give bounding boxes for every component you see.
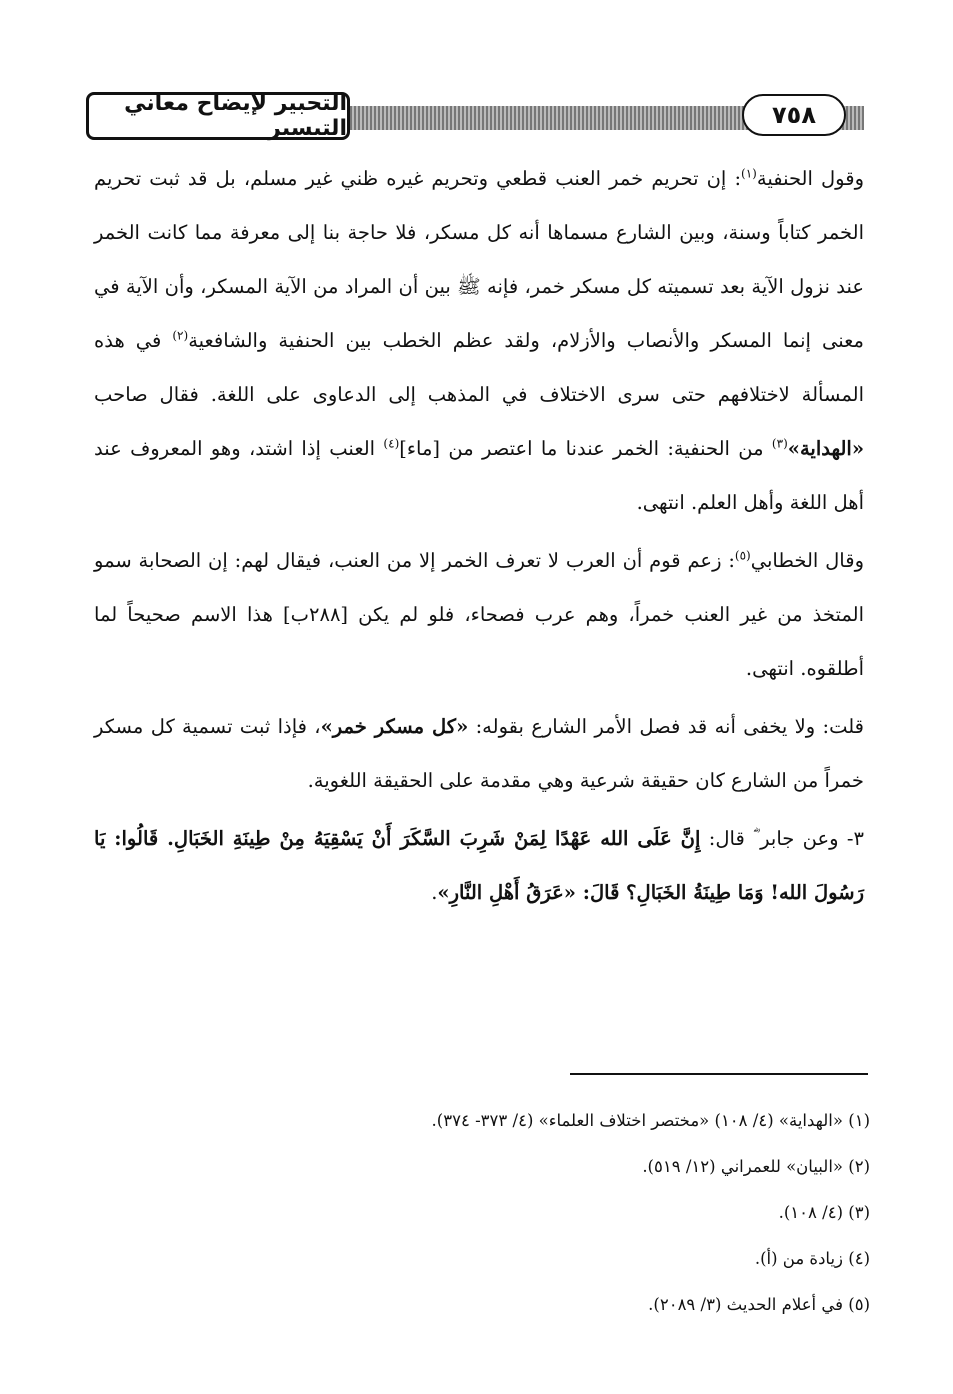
page-header (86, 92, 864, 148)
footnote-3: (٣) (٤/ ١٠٨). (778, 1203, 870, 1222)
footnote-4: (٤) زيادة من (أ). (754, 1249, 870, 1268)
paragraph-khattabi: وقال الخطابي$^{(٥)}$: زعم قوم أن العرب لا تعرف الخمر إلا من العنب، فيقال لهم: إن الصحابة سمو المتخذ من غير العنب خمراً، وهم عرب فصحاء، فلو لم يكن [٢٨٨ب] هذا الاسم صحيحاً لما أطلقوه. انتهى. (94, 548, 864, 680)
footnote-ref-3: (٣) (771, 436, 788, 451)
main-text (94, 152, 864, 920)
paragraph-hadith-jabir: ٣- وعن جابر ؓ قال: إِنَّ عَلَى الله عَهْدًا لِمَنْ شَرِبَ السَّكَرَ أَنْ يَسْقِيَهُ مِنْ طِينَةِ الخَبَالِ. قَالُوا: يَا رَسُولَ الله! وَمَا طِينَةُ الخَبَالِ؟ قَالَ: «عَرَقُ أَهْلِ النَّارِ». (94, 827, 864, 904)
footnote-1: (١) «الهداية» (٤/ ١٠٨) «مختصر اختلاف العلماء» (٤/ ٣٧٣- ٣٧٤). (431, 1111, 870, 1130)
footnote-2: (٢) «البيان» للعمراني (١٢/ ٥١٩). (642, 1157, 870, 1176)
page-number: ٧٥٨ (742, 94, 846, 136)
paragraph-qultu: قلت: ولا يخفى أنه قد فصل الأمر الشارع بقوله: «كل مسكر خمر»، فإذا ثبت تسمية كل مسكر خمراً من الشارع كان حقيقة شرعية وهي مقدمة على الحقيقة اللغوية. (94, 715, 864, 792)
footnote-ref-4: (٤) (383, 436, 400, 451)
paragraph-hanafi: وقول الحنفية$^{(١)}$: إن تحريم خمر العنب قطعي وتحريم غيره ظني غير مسلم، بل قد ثبت تحريم الخمر كتاباً وسنة، وبين الشارع مسماها أنه كل مسكر، فلا حاجة بنا إلى معرفة مما كانت الخمر عند نزول الآية بعد تسميته كل مسكر خمر، فإنه ﷺ بين أن المراد من الآية المسكر، وأن الآية في معنى إنما المسكر والأنصاب والأزلام، ولقد عظم الخطب بين الحنفية والشافعية$^{(٢)}$ في هذه المسألة لاختلافهم حتى سرى الاختلاف في المذهب إلى الدعاوى على اللغة. فقال صاحب «الهداية»$^{(٣)}$ من الحنفية: الخمر عندنا ما اعتصر من [ماء]$^{(٤)}$ العنب إذا اشتد، وهو المعروف عند أهل اللغة وأهل العلم. انتهى. (94, 166, 865, 514)
footnote-ref-2: (٢) (172, 328, 189, 343)
footnote-ref-5: (٥) (734, 548, 751, 563)
footnote-5: (٥) في أعلام الحديث (٣/ ٢٠٨٩). (648, 1295, 870, 1314)
book-name-hidaya: «الهداية» (787, 437, 865, 460)
footnote-divider (570, 1073, 868, 1075)
hadith-quote: «كل مسكر خمر» (320, 715, 469, 738)
book-title: التحبير لإيضاح معاني التيسير (86, 92, 350, 140)
footnotes (94, 1098, 870, 1328)
footnote-ref-1: (١) (741, 166, 757, 181)
hadith-text: إِنَّ عَلَى الله عَهْدًا لِمَنْ شَرِبَ السَّكَرَ أَنْ يَسْقِيَهُ مِنْ طِينَةِ الخَبَالِ. قَالُوا: يَا رَسُولَ الله! وَمَا طِينَةُ الخَبَالِ؟ قَالَ: «عَرَقُ أَهْلِ النَّارِ» (94, 827, 864, 904)
